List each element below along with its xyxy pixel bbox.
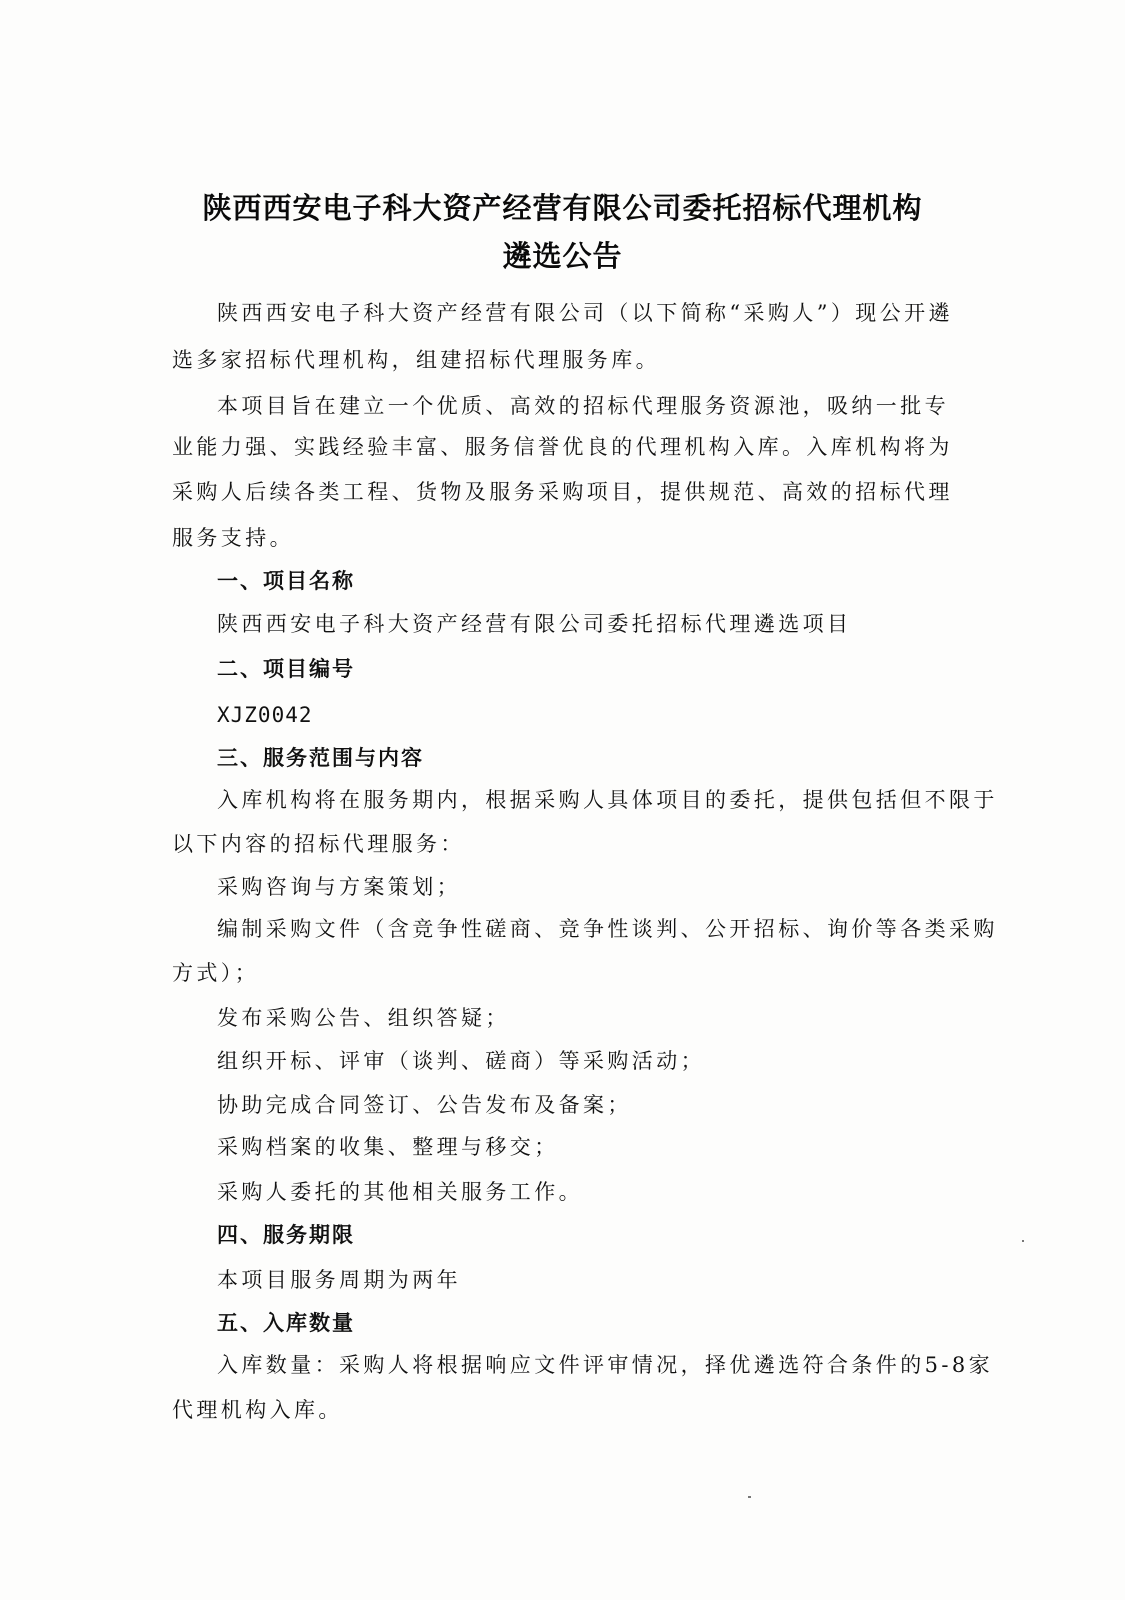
service-item: 发布采购公告、组织答疑； bbox=[217, 1006, 510, 1030]
service-scope-intro-line: 入库机构将在服务期内，根据采购人具体项目的委托，提供包括但不限于 bbox=[217, 788, 998, 812]
service-scope-intro-line: 以下内容的招标代理服务： bbox=[172, 832, 465, 856]
document-title-line-1: 陕西西安电子科大资产经营有限公司委托招标代理机构 bbox=[202, 191, 923, 225]
service-item: 协助完成合同签订、公告发布及备案； bbox=[217, 1093, 632, 1117]
purpose-paragraph-line: 本项目旨在建立一个优质、高效的招标代理服务资源池，吸纳一批专 bbox=[217, 394, 949, 418]
purpose-paragraph-line: 采购人后续各类工程、货物及服务采购项目，提供规范、高效的招标代理 bbox=[172, 480, 953, 504]
section-heading-project-name: 一、项目名称 bbox=[217, 569, 355, 593]
section-heading-service-scope: 三、服务范围与内容 bbox=[217, 746, 424, 770]
project-number-text: XJZ0042 bbox=[217, 703, 313, 727]
scan-speck bbox=[1022, 1240, 1024, 1242]
section-heading-quantity: 五、入库数量 bbox=[217, 1311, 355, 1335]
service-item: 组织开标、评审（谈判、磋商）等采购活动； bbox=[217, 1049, 705, 1073]
quantity-text-line: 入库数量：采购人将根据响应文件评审情况，择优遴选符合条件的5-8家 bbox=[217, 1353, 994, 1377]
service-item: 采购档案的收集、整理与移交； bbox=[217, 1135, 559, 1159]
project-name-text: 陕西西安电子科大资产经营有限公司委托招标代理遴选项目 bbox=[217, 612, 852, 636]
service-item: 方式）； bbox=[172, 961, 260, 985]
scan-speck bbox=[748, 1496, 751, 1498]
quantity-text-line: 代理机构入库。 bbox=[172, 1398, 343, 1422]
intro-paragraph-line: 选多家招标代理机构，组建招标代理服务库。 bbox=[172, 348, 660, 372]
service-item: 编制采购文件（含竞争性磋商、竞争性谈判、公开招标、询价等各类采购 bbox=[217, 917, 998, 941]
intro-paragraph-line: 陕西西安电子科大资产经营有限公司（以下简称“采购人”）现公开遴 bbox=[217, 301, 953, 325]
section-heading-service-period: 四、服务期限 bbox=[217, 1223, 355, 1247]
section-heading-project-number: 二、项目编号 bbox=[217, 657, 355, 681]
service-item: 采购咨询与方案策划； bbox=[217, 875, 461, 899]
document-title-line-2: 遴选公告 bbox=[502, 239, 623, 273]
service-period-text: 本项目服务周期为两年 bbox=[217, 1268, 461, 1292]
service-item: 采购人委托的其他相关服务工作。 bbox=[217, 1180, 583, 1204]
purpose-paragraph-line: 业能力强、实践经验丰富、服务信誉优良的代理机构入库。入库机构将为 bbox=[172, 435, 953, 459]
purpose-paragraph-line: 服务支持。 bbox=[172, 526, 294, 550]
